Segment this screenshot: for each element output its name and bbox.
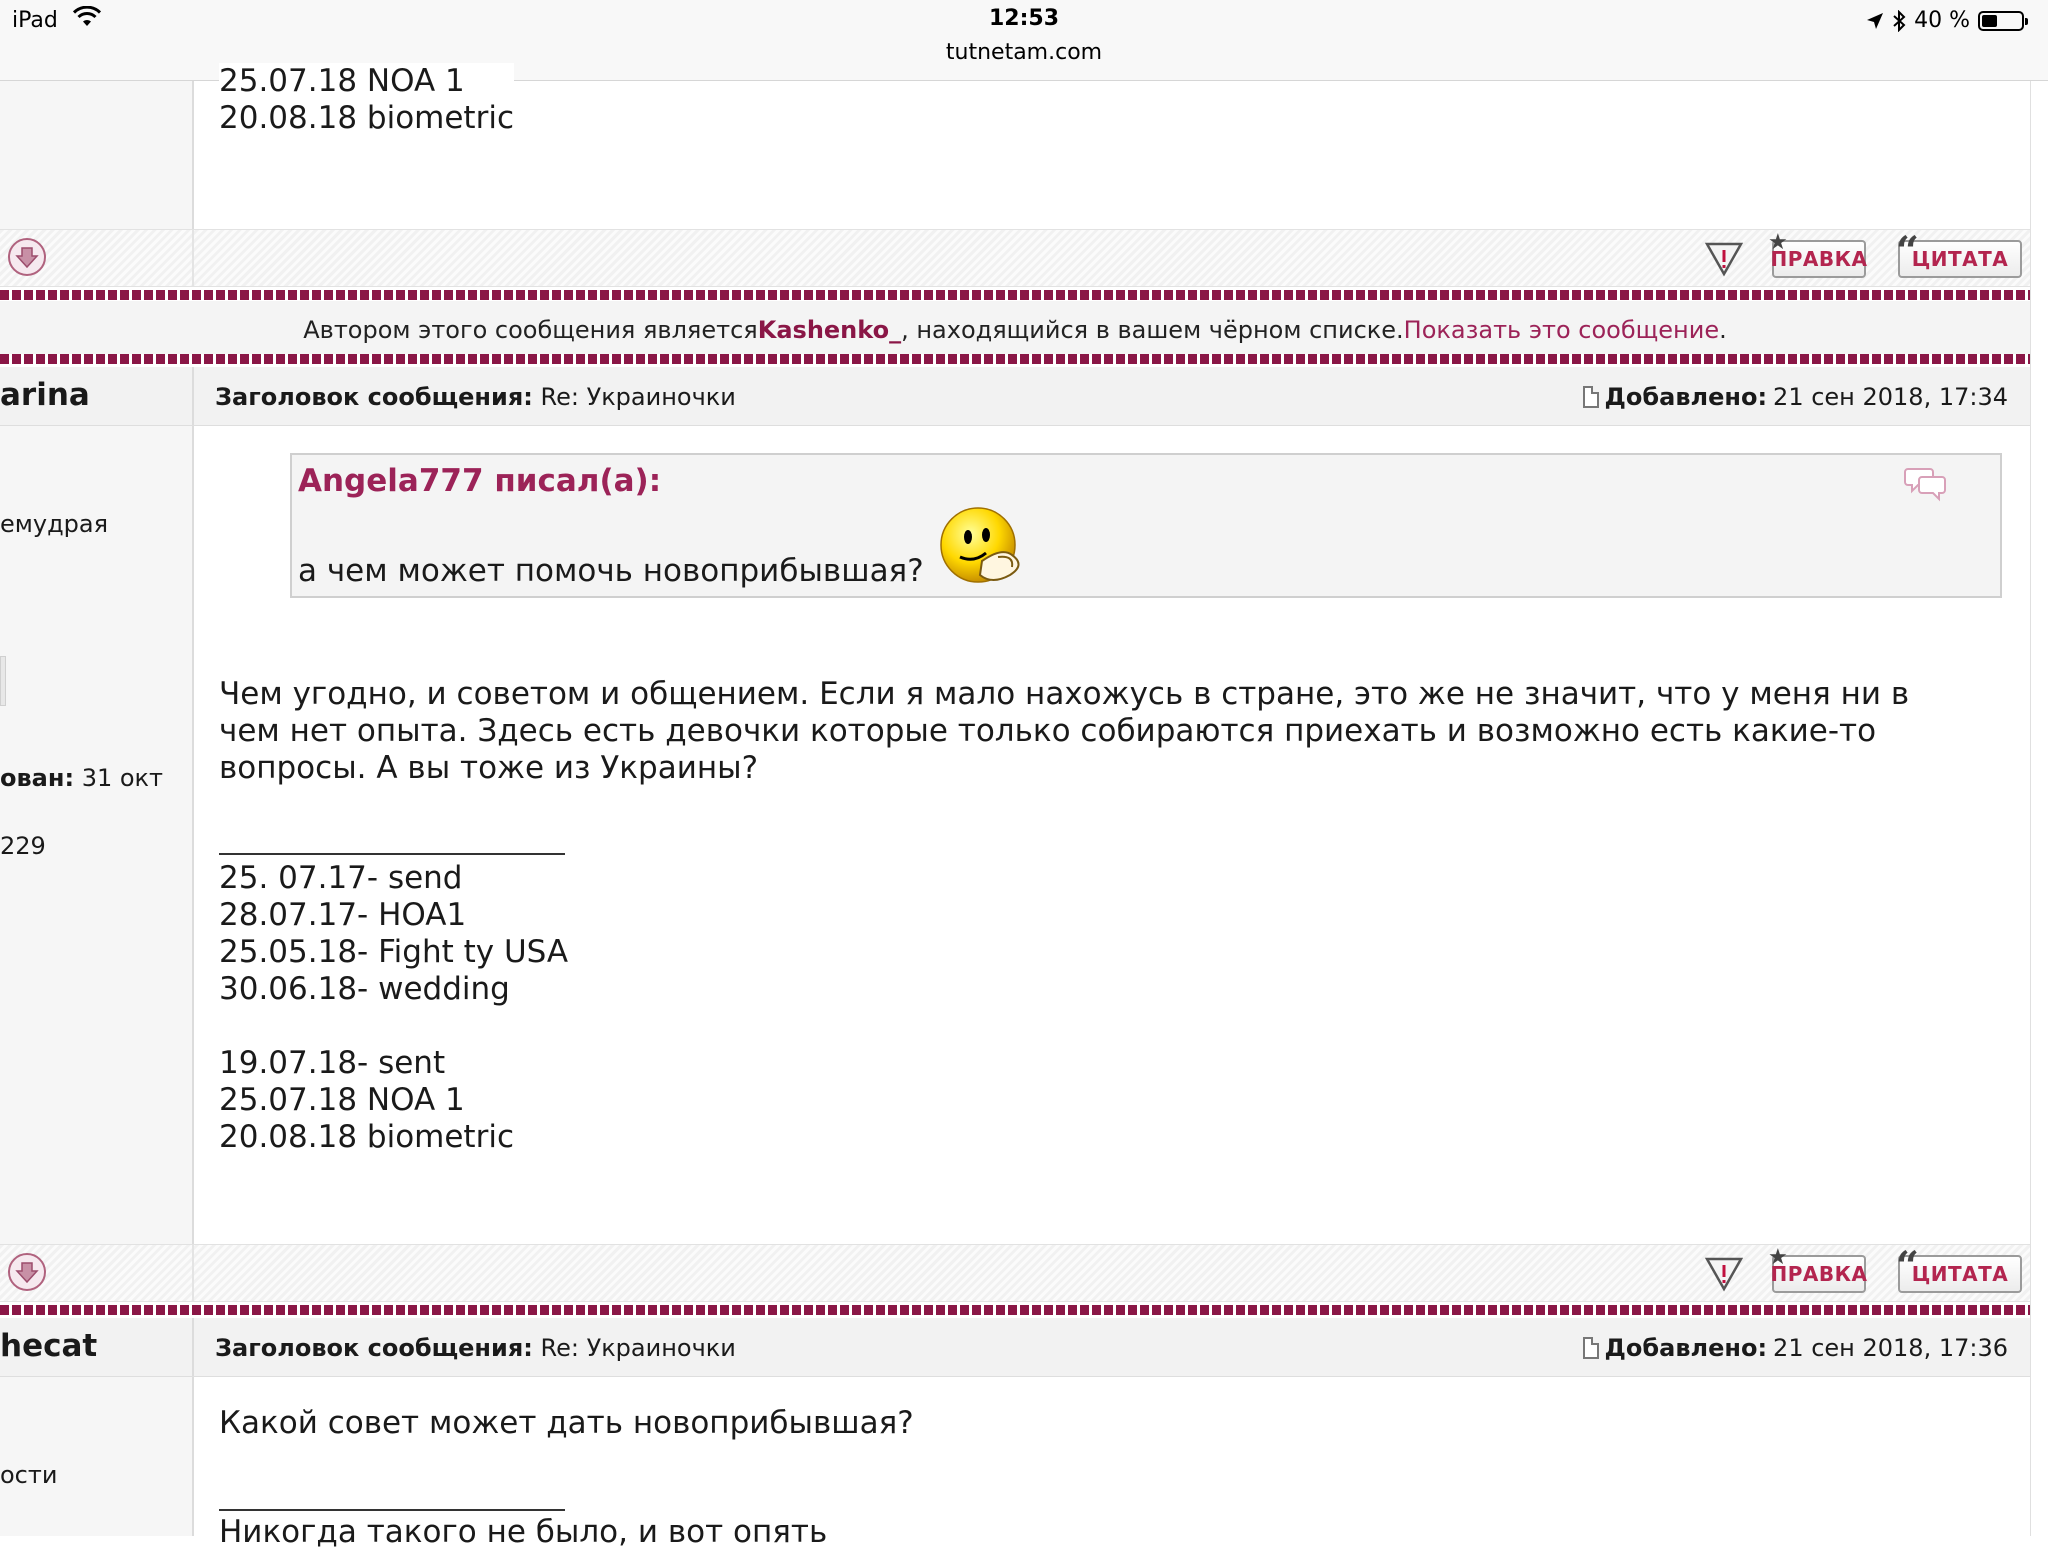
post0-author-panel [0, 81, 194, 229]
quote-button[interactable]: “ ЦИТАТА [1898, 240, 2022, 278]
signature-line: 25.07.18 NOA 1 [219, 1082, 465, 1118]
post1-signature [219, 860, 568, 1156]
post-subject: Заголовок сообщения: Re: Украиночки [215, 383, 736, 411]
device-name: iPad [12, 8, 58, 33]
signature-line: 19.07.18- sent [219, 1045, 446, 1081]
thinking-smiley-icon [938, 505, 1030, 589]
star-icon: ★ [1768, 230, 1789, 255]
scroll-down-button[interactable] [8, 1253, 46, 1291]
post-divider [0, 290, 2030, 300]
quote-author: Angela777 писал(а): [298, 463, 662, 499]
signature-separator [219, 1509, 565, 1511]
post1-body [219, 676, 2019, 787]
address-bar-url[interactable]: tutnetam.com [945, 40, 1103, 65]
signature-line: 25.05.18- Fight ty USA [219, 934, 569, 970]
body-line: вопросы. А вы тоже из Украины? [219, 750, 759, 786]
battery-percent: 40 % [1914, 8, 1970, 33]
quote-text: а чем может помочь новоприбывшая? [298, 553, 924, 589]
signature-line [219, 1008, 568, 1045]
battery-level [1982, 15, 1997, 27]
arrow-down-icon [10, 1255, 44, 1289]
show-message-link[interactable]: Показать это сообщение [1403, 316, 1720, 344]
quote-mark-icon: “ [1896, 1243, 1920, 1290]
arrow-down-icon [10, 240, 44, 274]
header-separator [192, 367, 194, 425]
body-line: Чем угодно, и советом и общением. Если я мало нахожусь в стране, это же не значит, что у меня ни в [219, 676, 1910, 712]
report-warning-icon[interactable] [1704, 238, 1744, 278]
avatar-edge [0, 656, 6, 706]
author-rank: ости [0, 1461, 58, 1489]
post-author[interactable]: arina [0, 377, 90, 413]
post1-author-panel [0, 426, 194, 1246]
post-date: Добавлено: 21 сен 2018, 17:34 [1583, 383, 2008, 411]
signature-line: 25.07.18 NOA 1 [219, 63, 465, 99]
signature-line: 30.06.18- wedding [219, 971, 510, 1007]
bluetooth-icon [1892, 10, 1906, 32]
status-indicators [1866, 8, 2024, 33]
quote-mark-icon: “ [1896, 228, 1920, 275]
signature-line: 28.07.17- HOA1 [219, 897, 467, 933]
blocked-user-notice: Автором этого сообщения является Kashenko_ , находящийся в вашем чёрном списке. Показать это сообщение . [0, 301, 2030, 359]
post-divider [0, 354, 2030, 364]
report-warning-icon[interactable] [1704, 1253, 1744, 1293]
page-scrollbar-track[interactable] [2030, 81, 2048, 1536]
post0-signature [219, 63, 514, 137]
chat-bubbles-icon[interactable] [1904, 463, 1948, 503]
star-icon: ★ [1768, 1245, 1789, 1270]
post2-signature [219, 1514, 827, 1551]
post-divider [0, 1305, 2030, 1315]
body-line: Какой совет может дать новоприбывшая? [219, 1405, 914, 1441]
body-line: чем нет опыта. Здесь есть девочки которые только собираются приехать и возможно есть какие-то [219, 713, 1877, 749]
post-link-icon[interactable] [1583, 386, 1599, 408]
edit-button[interactable]: ★ ПРАВКА [1772, 1255, 1866, 1293]
toolbar-separator [192, 230, 194, 286]
signature-line: 20.08.18 biometric [219, 100, 514, 136]
post2-body [219, 1405, 914, 1442]
quote-block [290, 453, 2002, 598]
toolbar-separator [192, 1245, 194, 1301]
author-rank: емудрая [0, 510, 109, 538]
quote-button[interactable]: “ ЦИТАТА [1898, 1255, 2022, 1293]
post2-author-panel [0, 1377, 194, 1536]
post-author[interactable]: hecat [0, 1328, 98, 1364]
author-registered: ован: 31 окт [0, 764, 164, 792]
signature-line: 20.08.18 biometric [219, 1119, 514, 1155]
post-subject: Заголовок сообщения: Re: Украиночки [215, 1334, 736, 1362]
signature-line: Никогда такого не было, и вот опять [219, 1514, 828, 1550]
location-arrow-icon [1866, 12, 1884, 30]
battery-icon [1978, 11, 2024, 31]
post0-toolbar [0, 229, 2030, 287]
edit-button[interactable]: ★ ПРАВКА [1772, 240, 1866, 278]
clock: 12:53 [988, 6, 1060, 31]
signature-separator [219, 853, 565, 855]
blocked-username[interactable]: Kashenko_ [757, 316, 902, 344]
signature-line: 25. 07.17- send [219, 860, 463, 896]
header-separator [192, 1318, 194, 1376]
post2-header [0, 1318, 2030, 1377]
author-post-count: 229 [0, 832, 46, 860]
post-date: Добавлено: 21 сен 2018, 17:36 [1583, 1334, 2008, 1362]
scroll-down-button[interactable] [8, 238, 46, 276]
post1-header [0, 367, 2030, 426]
post1-toolbar [0, 1244, 2030, 1302]
post-link-icon[interactable] [1583, 1337, 1599, 1359]
